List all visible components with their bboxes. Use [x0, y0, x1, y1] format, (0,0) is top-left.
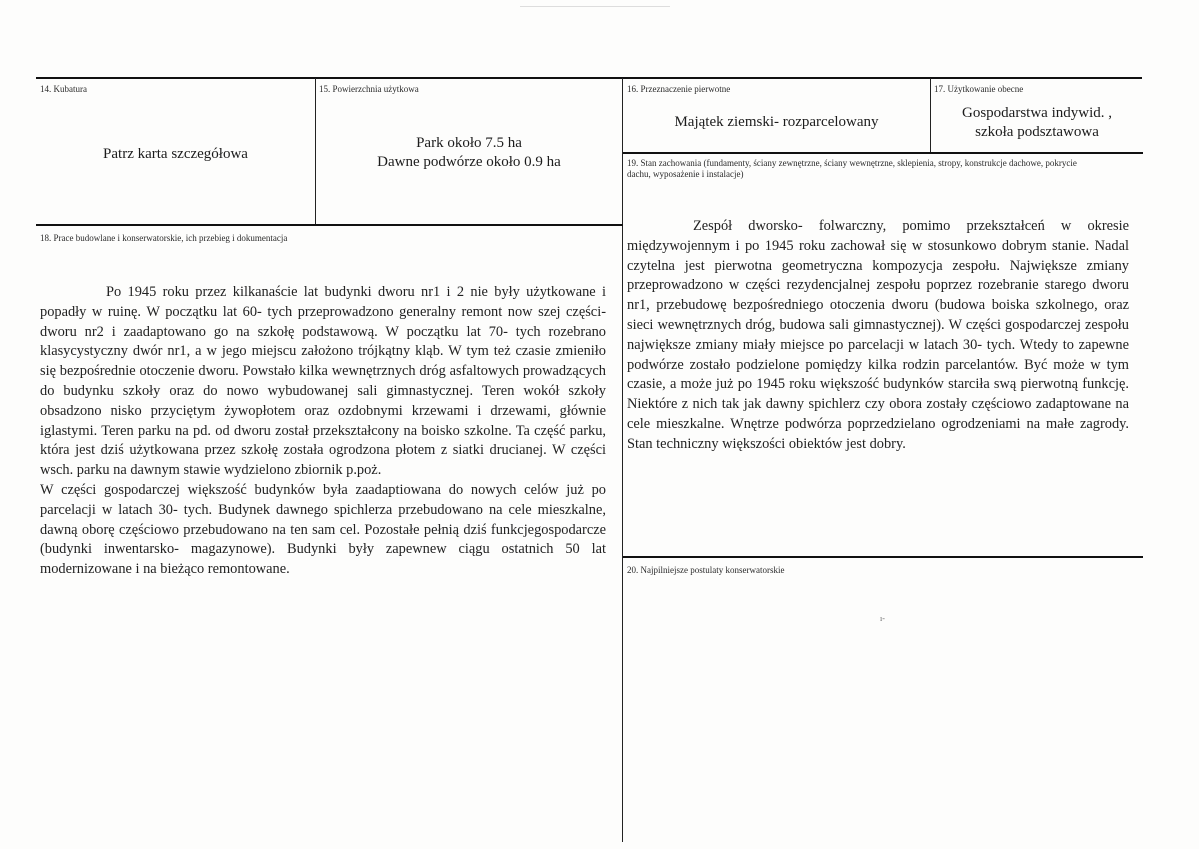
field-17-label: 17. Użytkowanie obecne: [934, 84, 1024, 94]
field-14-label: 14. Kubatura: [40, 84, 87, 94]
field-17-line-2: szkoła podsztawowa: [975, 124, 1099, 140]
field-17-value: [931, 104, 1143, 142]
field-17-line-1: Gospodarstwa indywid. ,: [962, 105, 1112, 121]
top-border: [36, 77, 1142, 79]
field-16-label: 16. Przeznaczenie pierwotne: [627, 84, 731, 94]
field-15-value: [316, 134, 622, 172]
field-15-line-2: Dawne podwórze około 0.9 ha: [377, 154, 561, 170]
field-14-value: Patrz karta szczegółowa: [103, 146, 248, 162]
scan-artifact: [520, 6, 670, 7]
field-19-text: [627, 217, 1129, 455]
field-19-label: 19. Stan zachowania (fundamenty, ściany zewnętrzne, ściany wewnętrzne, sklepienia, stropy, konstrukcje dachowe, pokrycie dachu, wyposażenie i instalacje): [627, 158, 1077, 179]
field-18-paragraph-1: Po 1945 roku przez kilkanaście lat budynki dworu nr1 i 2 nie były użytkowane i popadły w ruinę. W początku lat 60- tych przeprowadzono generalny remont now szej części- dworu nr2 i zaadaptowano go na szkołę podstawową. W początku lat 70- tych rozebrano klasycystyczny dwór nr1, a w jego miejscu założono trójkątny kląb. W tym też czasie zmieniło się bezpośrednie otoczenie dworu. Powstało kilka wewnętrznych dróg asfaltowych prowadzących do budynku szkoły oraz do nowo wybudowanej sali gimnastycznej. Teren wokół szkoły obsadzono nisko przyciętym żywopłotem oraz ozdobnymi krzewami i drzewami, głównie iglastymi. Teren parku na pd. od dworu został przekształcony na boisko szkolne. Ta część parku, która jest dziś użytkowana przez szkołę została ogrodzona płotem z siatki drucianej. W części wsch. parku na dawnym stawie wydzielono zbiornik p.poż.: [40, 284, 606, 479]
field-18-text: [40, 283, 606, 580]
field-18-paragraph-2: W części gospodarczej większość budynków była zaadaptiowana do nowych celów już po parcelacji w latach 30- tych. Budynek dawnego spichlerza przebudowano na cele mieszkalne, dawną oborę częściowo przebudowano na ten sam cel. Pozostałe pełnią dziś funkcjegospodarcze (budynki inwentarsko- magazynowe). Budynki były zapewnew ciągu ostatnich 50 lat modernizowane i na bieżąco remontowane.: [40, 481, 606, 578]
center-divider: [622, 78, 623, 842]
line-above-20: [623, 556, 1143, 558]
field-20-label: 20. Najpilniejsze postulaty konserwatorskie: [627, 565, 785, 575]
field-18-label: 18. Prace budowlane i konserwatorskie, ich przebieg i dokumentacja: [40, 233, 288, 243]
scan-speck: ı-: [880, 614, 885, 623]
field-15-line-1: Park około 7.5 ha: [416, 135, 522, 151]
field-16-value: Majątek ziemski- rozparcelowany: [674, 114, 879, 130]
field-19-paragraph: Zespół dworsko- folwarczny, pomimo przekształceń w okresie międzywojennym i po 1945 roku zachował się w stosunkowo dobrym stanie. Nadal czytelna jest pierwotna geometryczna kompozycja zespołu. Największe zmiany przeprowadzono w części rezydencjalnej zespołu poprzez rozebranie starego dworu nr1, przebudowę bezpośredniego otoczenia dworu (budowa boiska szkolnego, oraz sieci wewnętrznych dróg, budowa sali gimnastycznej). W części gospodarczej zespołu największe zmiany miały miejsce po parcelacji w latach 30- tych. Wtedy to zapewne podwórze zostało podzielone pomiędzy kilka rodzin parcelantów. Być może w tym czasie, a może już po 1945 roku większość budynków starciła swą pierwotną funkcję. Niektóre z nich tak jak dawny spichlerz czy obora zostały częściowo zadaptowane na cele mieszkalne. Wnętrze podwórza poprzedzielano ogrodzeniami na małe zagrody. Stan techniczny większości obiektów jest dobry.: [627, 218, 1129, 452]
line-above-18: [36, 224, 623, 226]
field-15-label: 15. Powierzchnia użytkowa: [319, 84, 419, 94]
line-above-19: [623, 152, 1143, 154]
